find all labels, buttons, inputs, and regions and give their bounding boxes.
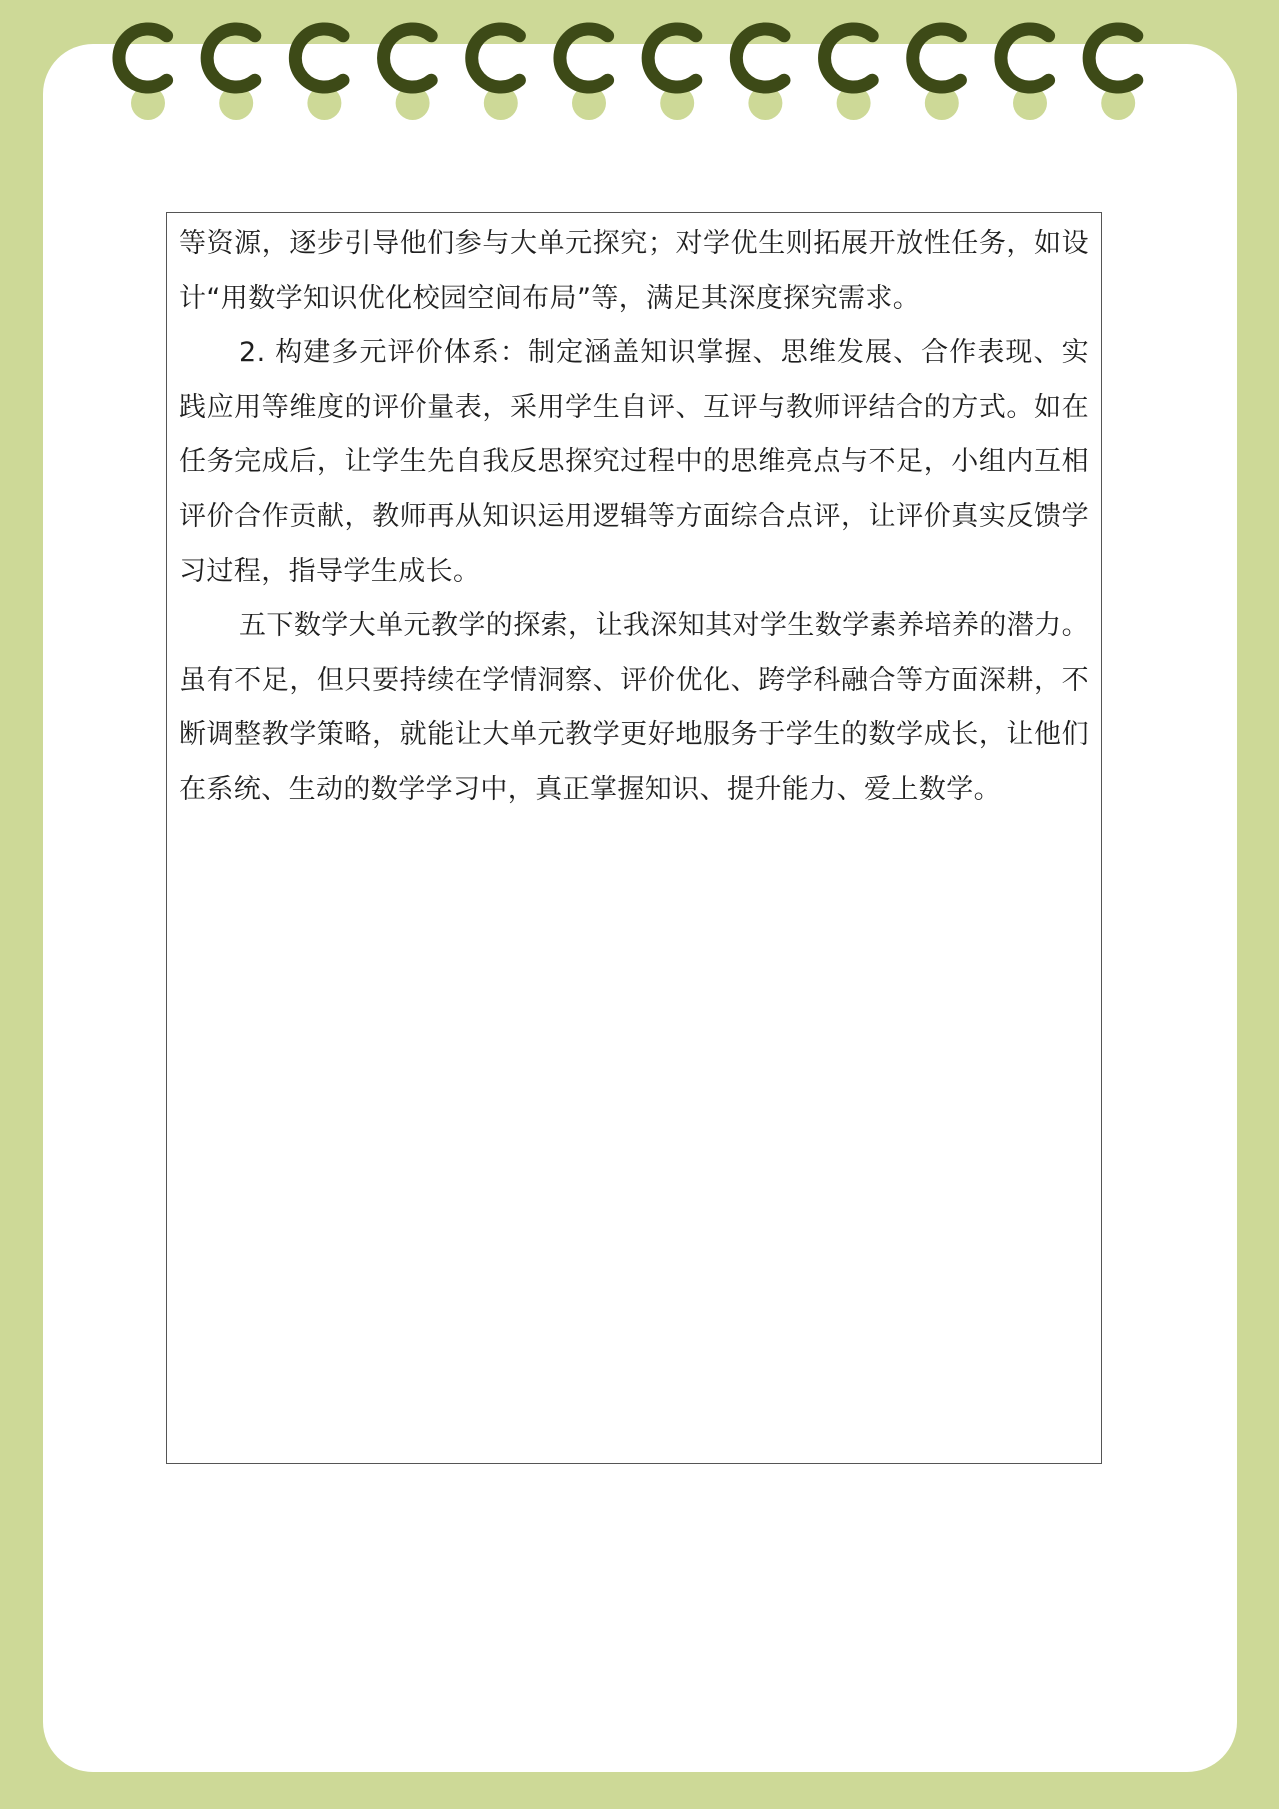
spiral-binding-ring-icon	[207, 29, 255, 120]
binding-ring-arc	[384, 29, 432, 87]
binding-ring-arc	[736, 29, 784, 87]
spiral-binding-ring-icon	[1089, 29, 1137, 120]
binding-ring-arc	[295, 29, 343, 87]
spiral-binding-ring-icon	[472, 29, 520, 120]
spiral-binding-ring-icon	[913, 29, 961, 120]
spiral-binding	[0, 0, 1279, 140]
spiral-binding-ring-icon	[825, 29, 873, 120]
binding-ring-arc	[1089, 29, 1137, 87]
binding-ring-arc	[913, 29, 961, 87]
spiral-binding-ring-icon	[736, 29, 784, 120]
binding-ring-arc	[1001, 29, 1049, 87]
spiral-binding-ring-icon	[1001, 29, 1049, 120]
binding-ring-arc	[648, 29, 696, 87]
binding-ring-arc	[472, 29, 520, 87]
binding-ring-arc	[825, 29, 873, 87]
text-frame	[166, 212, 1102, 1464]
binding-ring-arc	[207, 29, 255, 87]
spiral-binding-ring-icon	[384, 29, 432, 120]
binding-ring-arc	[119, 29, 167, 87]
binding-ring-arc	[560, 29, 608, 87]
spiral-binding-ring-icon	[560, 29, 608, 120]
paragraph-evaluation-system: 2. 构建多元评价体系：制定涵盖知识掌握、思维发展、合作表现、实践应用等维度的评价量表，采用学生自评、互评与教师评结合的方式。如在任务完成后，让学生先自我反思探究过程中的思维亮点与不足，小组内互相评价合作贡献，教师再从知识运用逻辑等方面综合点评，让评价真实反馈学习过程，指导学生成长。	[179, 337, 1089, 587]
paragraph-conclusion: 五下数学大单元教学的探索，让我深知其对学生数学素养培养的潜力。虽有不足，但只要持续在学情洞察、评价优化、跨学科融合等方面深耕，不断调整教学策略，就能让大单元教学更好地服务于学生的数学成长，让他们在系统、生动的数学学习中，真正掌握知识、提升能力、爱上数学。	[179, 610, 1089, 805]
paragraph-continuation: 等资源，逐步引导他们参与大单元探究；对学优生则拓展开放性任务，如设计“用数学知识优化校园空间布局”等，满足其深度探究需求。	[179, 228, 1089, 314]
spiral-binding-ring-icon	[119, 29, 167, 120]
spiral-binding-ring-icon	[648, 29, 696, 120]
spiral-binding-ring-icon	[295, 29, 343, 120]
